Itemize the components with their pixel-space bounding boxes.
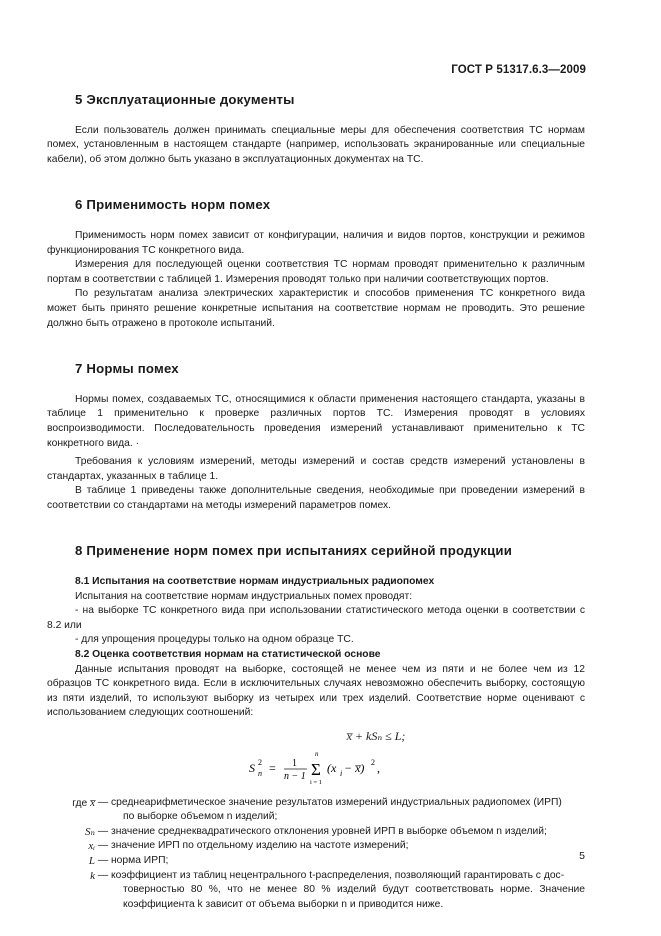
section-7-paragraph-1: Нормы помех, создаваемых ТС, относящимися к области применения настоящего стандарта, указаны в таблице 1 применительно к проверке различных портов ТС. Измерения проводят в условиях воспроизводимости. Последовательность проведения измерений устанавливают применительно к ТС конкретного вида. · xyxy=(47,393,585,449)
section-7-title: 7 Нормы помех xyxy=(75,361,179,377)
formula-sum-bottom: i = 1 xyxy=(310,778,322,786)
formula-body-rest: − x̅) xyxy=(344,760,365,775)
where-label: где xyxy=(72,797,88,809)
definition-dash: — xyxy=(97,869,109,881)
section-8-2-paragraph: Данные испытания проводят на выборке, состоящей не менее чем из пяти и не более чем из 12 образцов ТС конкретного вида. Если в исключительных случаях невозможно обеспечить выборку, состоящую из пяти изделий, то используют выборку из четырех или трех изделий. Соответствие норме оценивают с использованием следующих соотношений: xyxy=(47,663,585,719)
definition-dash: — xyxy=(97,825,109,837)
definition-text: норма ИРП; xyxy=(111,854,169,866)
formula-std-deviation-svg xyxy=(247,746,447,790)
formula-frac-den: n − 1 xyxy=(284,770,306,782)
formula-sum-sign: Σ xyxy=(311,759,321,779)
page-number: 5 xyxy=(579,850,585,862)
subsection-8-2-title: 8.2 Оценка соответствия нормам на статистической основе xyxy=(75,649,381,661)
formula-body-sup: 2 xyxy=(371,757,375,767)
definition-term: k xyxy=(90,869,95,882)
definition-dash: — xyxy=(97,796,109,808)
definition-item xyxy=(47,854,585,869)
section-6-paragraph-2: Измерения для последующей оценки соответствия ТС нормам проводят применительно к различным портам в соответствии с таблицей 1. Измерения проводят только при наличии соответствующих портов. xyxy=(47,259,585,285)
definition-text-line: среднеарифметическое значение результатов измерений индустриальных радиопомех (ИРП) xyxy=(111,796,562,808)
formula-equals: = xyxy=(269,760,276,775)
definition-text-line: коэффициент из таблиц нецентрального t-распределения, позволяющий гарантировать с дос- xyxy=(111,869,565,881)
formula-lhs-sup: 2 xyxy=(258,757,262,767)
definition-text: значение среднеквадратического отклонения уровней ИРП в выборке объемом n изделий; xyxy=(111,825,547,837)
standard-code-header: ГОСТ Р 51317.6.3—2009 xyxy=(451,64,586,76)
definition-text xyxy=(111,796,585,825)
section-8-1-list-item-2: - для упрощения процедуры только на одном образце ТС. xyxy=(75,634,354,646)
section-6-paragraph-1: Применимость норм помех зависит от конфигурации, наличия и видов портов, конструкции и режимов функционирования ТС конкретного вида. xyxy=(47,229,585,256)
definition-text-cont: по выборке объемом n изделий; xyxy=(123,811,278,823)
definition-text-cont: товерностью 80 %, что не менее 80 % изделий будут соответствовать норме. Значение коэффициента k зависит от объема выборки n и приводится ниже. xyxy=(123,884,585,910)
formula-frac-num: 1 xyxy=(292,757,297,769)
definition-text xyxy=(111,869,585,913)
section-8-title: 8 Применение норм помех при испытаниях серийной продукции xyxy=(75,543,513,559)
formula-lhs: S xyxy=(249,760,255,775)
definition-dash: — xyxy=(97,854,109,866)
formula-compliance: x̅ + kSₙ ≤ L; xyxy=(346,729,406,743)
definition-item xyxy=(47,839,585,854)
definition-where xyxy=(47,796,95,825)
formula-body: (x xyxy=(327,760,337,775)
section-8-1-list-item-1: - на выборке ТС конкретного вида при использовании статистического метода оценки в соответствии с 8.2 или xyxy=(47,605,585,631)
section-8-1-paragraph: Испытания на соответствие нормам индустриальных помех проводят: xyxy=(75,590,413,602)
subsection-8-1-title: 8.1 Испытания на соответствие нормам индустриальных радиопомех xyxy=(75,576,435,588)
definition-item xyxy=(47,869,585,913)
section-7-paragraph-3: В таблице 1 приведены также дополнительные сведения, необходимые при проведении измерений в соответствии со стандартами на методы измерений параметров помех. xyxy=(47,485,585,511)
page-content xyxy=(47,93,585,912)
formula-std-deviation xyxy=(47,746,585,790)
definition-term: xᵢ xyxy=(88,840,95,853)
definition-dash: — xyxy=(97,840,109,852)
section-5-paragraph: Если пользователь должен принимать специальные меры для обеспечения соответствия ТС нормам помех, установленным в настоящем стандарте (например, использовать экранированные или специальные кабели), об этом должно быть указано в эксплуатационных документах на ТС. xyxy=(47,124,585,165)
definition-term: x̅ xyxy=(90,796,95,809)
section-6-title: 6 Применимость норм помех xyxy=(75,197,271,213)
definition-item xyxy=(47,825,585,840)
formula-lhs-sub: n xyxy=(258,768,262,778)
section-5-title: 5 Эксплуатационные документы xyxy=(75,92,295,107)
definitions-list xyxy=(47,796,585,913)
definition-item xyxy=(47,796,585,825)
formula-sum-top: n xyxy=(315,749,319,758)
section-7-paragraph-2: Требования к условиям измерений, методы измерений и состав средств измерений установлены в стандартах, указанных в таблице 1. xyxy=(47,456,585,482)
definition-term: L xyxy=(88,854,95,867)
formula-tail: , xyxy=(377,760,380,775)
section-6-paragraph-3: По результатам анализа электрических характеристик и способов применения ТС конкретного вида может быть принято решение конкретные испытания на соответствие нормам не проводить. Это решение должно быть отражено в протоколе испытаний. xyxy=(47,288,585,329)
definition-text: значение ИРП по отдельному изделию на частоте измерений; xyxy=(111,840,409,852)
formula-body-sub: i xyxy=(340,768,343,778)
definition-term: Sₙ xyxy=(85,825,95,838)
